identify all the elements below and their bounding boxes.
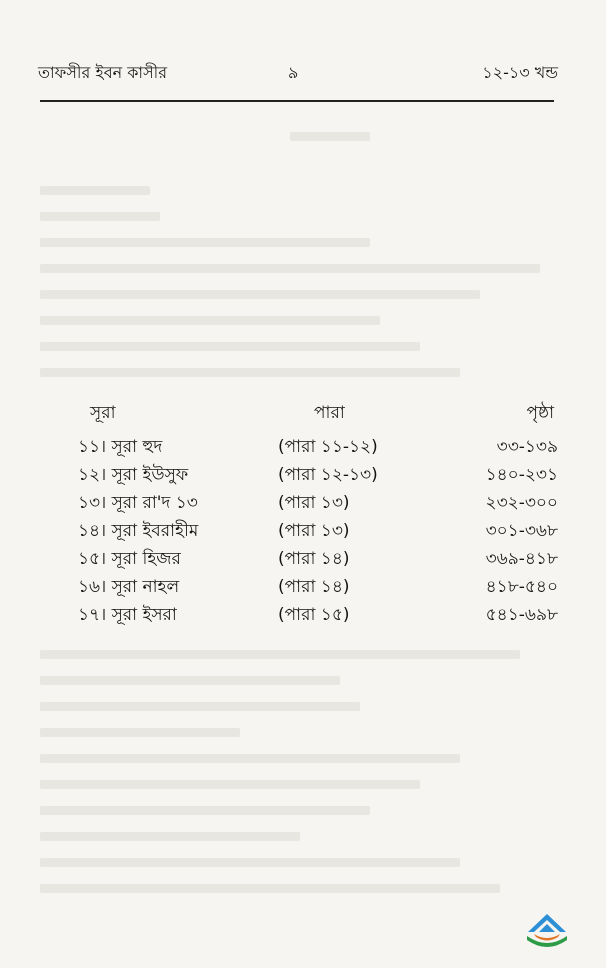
column-header-para: পারা bbox=[314, 403, 345, 423]
surah-name: ১৬। সূরা নাহল bbox=[78, 577, 180, 597]
surah-name: ১৪। সূরা ইবরাহীম bbox=[78, 521, 199, 541]
contents-header-row bbox=[78, 400, 558, 428]
page-range: ১৪০-২৩১ bbox=[485, 465, 558, 485]
contents-row bbox=[78, 602, 558, 630]
surah-name: ১৫। সূরা হিজর bbox=[78, 549, 181, 569]
book-title: তাফসীর ইবন কাসীর bbox=[38, 63, 168, 82]
header-divider bbox=[40, 100, 554, 102]
page-range: ২৩২-৩০০ bbox=[485, 493, 558, 513]
para-range: (পারা ১১-১২) bbox=[278, 437, 378, 457]
contents-table bbox=[78, 400, 558, 630]
para-range: (পারা ১৩) bbox=[278, 521, 350, 541]
para-range: (পারা ১৫) bbox=[278, 605, 350, 625]
publisher-logo-icon bbox=[522, 912, 572, 950]
contents-row bbox=[78, 574, 558, 602]
contents-row bbox=[78, 546, 558, 574]
column-header-surah: সূরা bbox=[90, 403, 116, 423]
surah-name: ১৭। সূরা ইসরা bbox=[78, 605, 177, 625]
page-range: ৪১৮-৫৪০ bbox=[485, 577, 558, 597]
para-range: (পারা ১২-১৩) bbox=[278, 465, 378, 485]
para-range: (পারা ১৩) bbox=[278, 493, 350, 513]
contents-row bbox=[78, 490, 558, 518]
page-range: ৩৬৯-৪১৮ bbox=[485, 549, 558, 569]
page-header bbox=[0, 60, 606, 84]
volume-label: ১২-১৩ খন্ড bbox=[482, 63, 558, 82]
contents-row bbox=[78, 462, 558, 490]
column-header-page: পৃষ্ঠা bbox=[526, 403, 554, 423]
para-range: (পারা ১৪) bbox=[278, 577, 350, 597]
page-range: ৩৩-১৩৯ bbox=[496, 437, 558, 457]
page-number: ৯ bbox=[288, 63, 299, 82]
surah-name: ১১। সূরা হুদ bbox=[78, 437, 163, 457]
surah-name: ১২। সূরা ইউসুফ bbox=[78, 465, 189, 485]
contents-row bbox=[78, 434, 558, 462]
page-range: ৫৪১-৬৯৮ bbox=[485, 605, 558, 625]
para-range: (পারা ১৪) bbox=[278, 549, 350, 569]
surah-name: ১৩। সূরা রা'দ ১৩ bbox=[78, 493, 198, 513]
page-range: ৩০১-৩৬৮ bbox=[485, 521, 558, 541]
contents-row bbox=[78, 518, 558, 546]
